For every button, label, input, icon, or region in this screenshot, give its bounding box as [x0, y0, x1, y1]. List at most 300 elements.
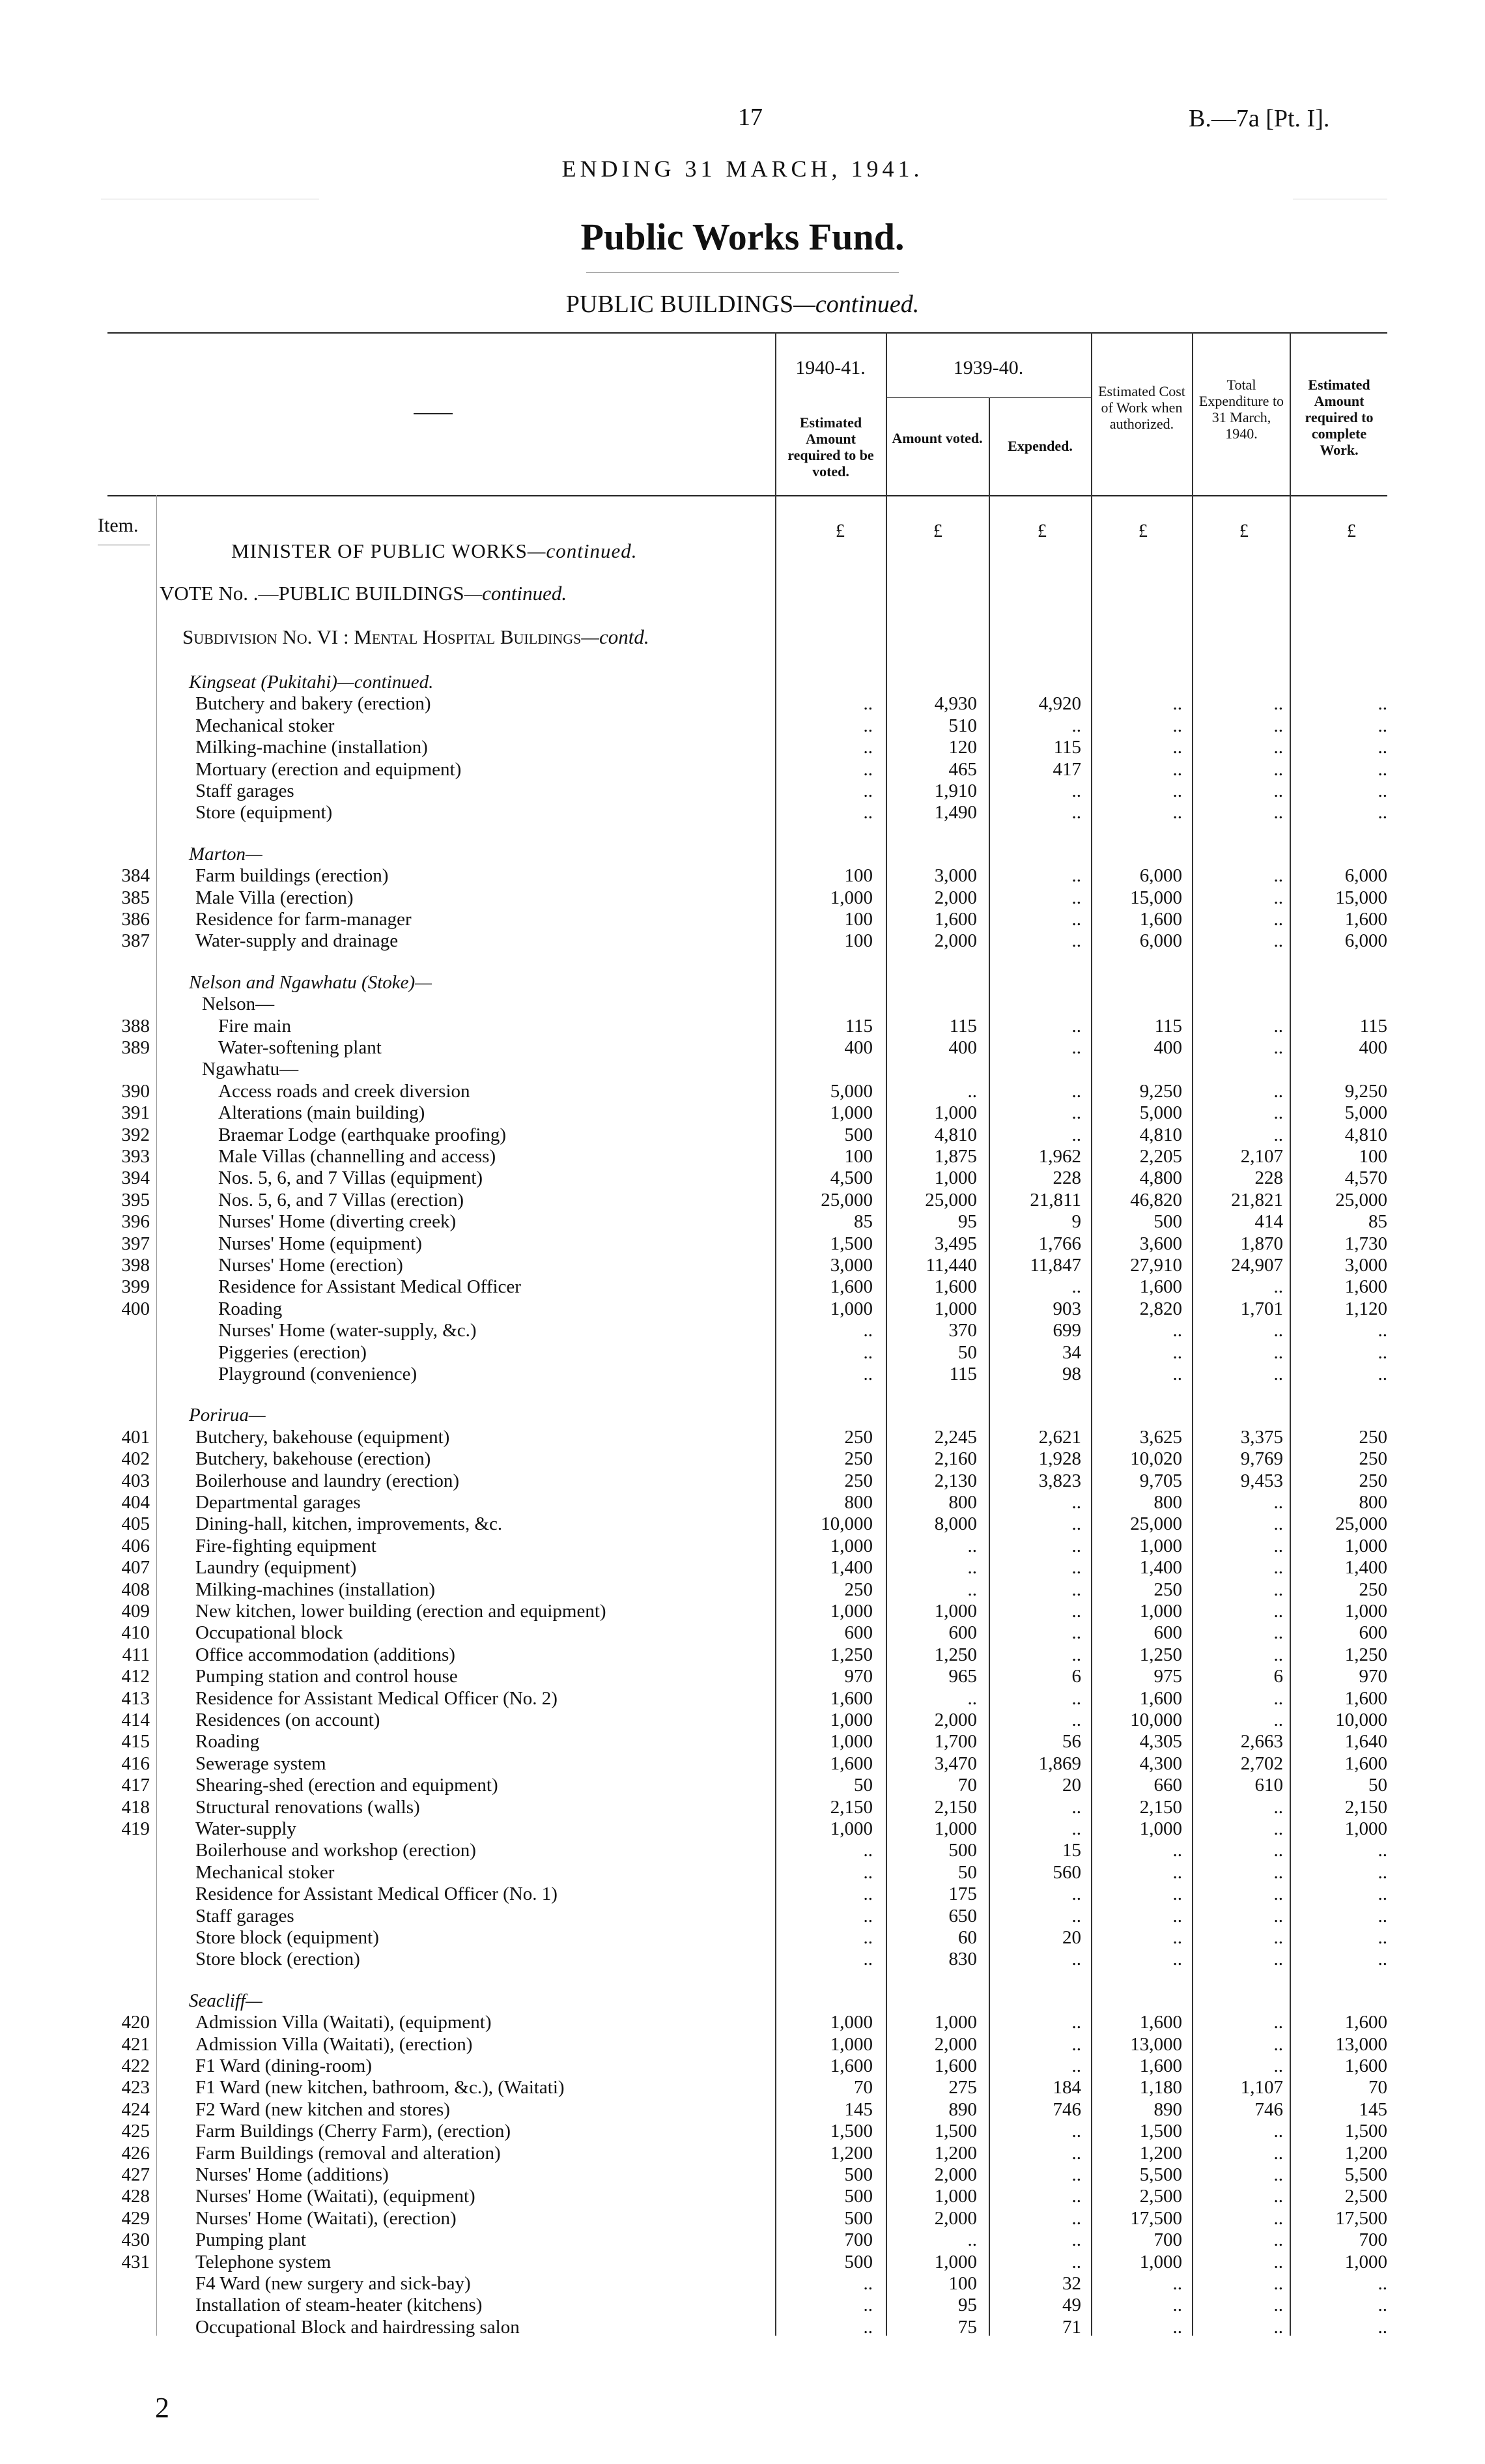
value-estimated-cost: 4,800: [1139, 1168, 1182, 1189]
value-total-expenditure: ..: [1273, 2207, 1283, 2229]
value-amount-voted: 4,810: [934, 1124, 977, 1145]
value-amount-voted: 1,700: [934, 1731, 977, 1753]
value-required-complete: 1,500: [1344, 2121, 1387, 2142]
item-description: New kitchen, lower building (erection and equipment): [195, 1601, 606, 1622]
item-number: 413: [121, 1687, 150, 1709]
value-expended: ..: [1071, 1080, 1081, 1102]
item-number: 430: [121, 2229, 150, 2251]
value-estimated-voted: 145: [844, 2099, 873, 2120]
value-required-complete: 9,250: [1344, 1080, 1387, 1102]
table-row: [0, 1233, 1485, 1255]
value-expended: ..: [1071, 1492, 1081, 1513]
value-required-complete: ..: [1378, 1320, 1387, 1341]
value-estimated-cost: 4,305: [1139, 1731, 1182, 1753]
value-estimated-voted: ..: [863, 802, 873, 824]
value-estimated-voted: 1,500: [830, 2121, 873, 2142]
group-heading-row: [0, 1058, 1485, 1080]
value-required-complete: 4,570: [1344, 1168, 1387, 1189]
table-row: [0, 2076, 1485, 2099]
item-number: 425: [121, 2121, 150, 2142]
value-required-complete: 1,640: [1344, 1731, 1387, 1753]
value-required-complete: 5,500: [1344, 2164, 1387, 2185]
table-row: [0, 2251, 1485, 2273]
column-header-estimated-cost: Estimated Cost of Work when authorized.: [1098, 383, 1185, 432]
item-number: 431: [121, 2251, 150, 2272]
value-required-complete: 1,600: [1344, 1276, 1387, 1298]
item-description: Office accommodation (additions): [195, 1644, 455, 1665]
subdivision-heading: Subdivision No. VI : Mental Hospital Buildings—contd.: [182, 625, 649, 648]
value-amount-voted: 3,000: [934, 865, 977, 887]
item-description: Farm Buildings (Cherry Farm), (erection): [195, 2121, 511, 2142]
value-estimated-voted: ..: [863, 1840, 873, 1861]
value-estimated-voted: 500: [844, 1124, 873, 1145]
value-estimated-voted: ..: [863, 693, 873, 715]
value-estimated-cost: 700: [1153, 2229, 1182, 2251]
value-required-complete: 6,000: [1344, 930, 1387, 952]
item-description: Nurses' Home (diverting creek): [218, 1211, 457, 1233]
value-total-expenditure: 3,375: [1240, 1426, 1283, 1448]
value-estimated-cost: ..: [1172, 758, 1182, 780]
item-column-label: Item.: [98, 515, 139, 536]
table-row: [0, 736, 1485, 758]
value-estimated-voted: ..: [863, 1927, 873, 1948]
item-description: Butchery, bakehouse (erection): [195, 1448, 431, 1470]
table-row: [0, 1861, 1485, 1884]
value-required-complete: 1,120: [1344, 1298, 1387, 1319]
value-amount-voted: 465: [948, 758, 977, 780]
value-estimated-voted: 1,400: [830, 1557, 873, 1579]
value-total-expenditure: ..: [1273, 715, 1283, 736]
value-required-complete: 85: [1368, 1211, 1387, 1233]
value-estimated-cost: 4,300: [1139, 1753, 1182, 1774]
value-required-complete: 17,500: [1335, 2207, 1387, 2229]
value-estimated-voted: 500: [844, 2207, 873, 2229]
value-estimated-cost: ..: [1172, 2316, 1182, 2338]
item-number: 401: [121, 1426, 150, 1448]
value-amount-voted: 95: [958, 2295, 977, 2316]
item-description: F1 Ward (new kitchen, bathroom, &c.), (Waitati): [195, 2077, 565, 2099]
value-estimated-cost: 4,810: [1139, 1124, 1182, 1145]
item-description: Mortuary (erection and equipment): [195, 758, 462, 780]
value-required-complete: ..: [1378, 1840, 1387, 1861]
table-row: [0, 780, 1485, 802]
value-estimated-voted: 3,000: [830, 1255, 873, 1276]
value-total-expenditure: ..: [1273, 930, 1283, 952]
item-number: 399: [121, 1276, 150, 1298]
value-estimated-cost: 660: [1153, 1775, 1182, 1796]
item-description: Residence for farm-manager: [195, 909, 412, 930]
value-total-expenditure: 9,769: [1240, 1448, 1283, 1470]
value-estimated-cost: 2,150: [1139, 1796, 1182, 1818]
value-amount-voted: 510: [948, 715, 977, 736]
value-expended: 746: [1053, 2099, 1081, 2120]
value-expended: 98: [1062, 1364, 1081, 1384]
item-description: Store block (erection): [195, 1949, 360, 1970]
table-row: [0, 2142, 1485, 2164]
value-estimated-cost: ..: [1172, 1927, 1182, 1948]
value-total-expenditure: ..: [1273, 1861, 1283, 1883]
table-row: [0, 1535, 1485, 1557]
value-expended: 417: [1053, 758, 1081, 780]
group-heading-row: [0, 993, 1485, 1015]
value-amount-voted: 965: [948, 1666, 977, 1687]
value-total-expenditure: ..: [1273, 781, 1283, 801]
table-row: [0, 2120, 1485, 2142]
value-estimated-voted: 115: [845, 1015, 873, 1037]
value-expended: 49: [1062, 2295, 1081, 2316]
value-estimated-voted: 250: [844, 1579, 873, 1600]
item-number: 388: [121, 1015, 150, 1037]
value-estimated-voted: 800: [844, 1492, 873, 1513]
value-expended: ..: [1071, 865, 1081, 887]
value-expended: ..: [1071, 2229, 1081, 2251]
value-expended: ..: [1071, 1622, 1081, 1644]
item-number: 412: [121, 1666, 150, 1687]
item-description: Boilerhouse and workshop (erection): [195, 1840, 476, 1861]
table-row: [0, 1037, 1485, 1059]
item-description: Pumping plant: [195, 2229, 306, 2251]
value-expended: ..: [1071, 1579, 1081, 1600]
value-estimated-cost: 9,705: [1139, 1470, 1182, 1491]
item-number: 385: [121, 887, 150, 908]
value-estimated-cost: 975: [1153, 1666, 1182, 1687]
value-required-complete: 970: [1359, 1666, 1387, 1687]
table-row: [0, 908, 1485, 930]
value-required-complete: 1,000: [1344, 1818, 1387, 1839]
value-estimated-voted: ..: [863, 2316, 873, 2338]
value-estimated-cost: 1,200: [1139, 2142, 1182, 2164]
value-total-expenditure: ..: [1273, 1341, 1283, 1363]
table-row: [0, 1883, 1485, 1905]
value-required-complete: 2,150: [1344, 1796, 1387, 1818]
item-description: Residence for Assistant Medical Officer (No. 1): [195, 1884, 558, 1905]
value-estimated-voted: ..: [863, 1905, 873, 1927]
value-total-expenditure: 2,663: [1240, 1731, 1283, 1753]
value-estimated-cost: 1,000: [1139, 1535, 1182, 1556]
value-estimated-cost: 1,250: [1139, 1644, 1182, 1665]
item-description: Telephone system: [195, 2251, 332, 2272]
value-estimated-cost: 1,600: [1139, 2056, 1182, 2076]
value-expended: ..: [1071, 1601, 1081, 1622]
value-required-complete: ..: [1378, 693, 1387, 715]
item-number: 426: [121, 2142, 150, 2164]
item-description: Playground (convenience): [218, 1364, 417, 1384]
value-amount-voted: 2,000: [934, 2207, 977, 2229]
value-estimated-cost: ..: [1172, 1905, 1182, 1927]
value-expended: ..: [1071, 715, 1081, 736]
table-row: [0, 2055, 1485, 2077]
value-total-expenditure: ..: [1273, 1124, 1283, 1145]
value-estimated-voted: 1,000: [830, 1102, 873, 1124]
value-total-expenditure: ..: [1273, 1037, 1283, 1058]
item-number: 389: [121, 1037, 150, 1058]
value-estimated-voted: 600: [844, 1622, 873, 1644]
value-amount-voted: 1,000: [934, 1818, 977, 1839]
table-row: [0, 1015, 1485, 1037]
table-row: [0, 1709, 1485, 1731]
value-estimated-cost: 1,000: [1139, 1818, 1182, 1839]
value-estimated-cost: 1,600: [1139, 1276, 1182, 1298]
value-total-expenditure: ..: [1273, 693, 1283, 715]
value-required-complete: ..: [1378, 1949, 1387, 1970]
value-expended: 6: [1071, 1666, 1081, 1687]
value-required-complete: 2,500: [1344, 2186, 1387, 2207]
value-required-complete: ..: [1378, 2273, 1387, 2294]
table-row: [0, 1211, 1485, 1233]
value-required-complete: 5,000: [1344, 1102, 1387, 1124]
item-description: Roading: [218, 1298, 283, 1319]
value-expended: 11,847: [1030, 1255, 1081, 1276]
value-estimated-cost: 10,020: [1130, 1448, 1182, 1470]
item-description: Roading: [195, 1731, 260, 1753]
value-required-complete: 10,000: [1335, 1710, 1387, 1730]
value-expended: ..: [1071, 1015, 1081, 1037]
value-required-complete: 4,810: [1344, 1124, 1387, 1145]
value-expended: 9: [1071, 1211, 1081, 1233]
value-expended: 2,621: [1038, 1426, 1081, 1448]
folio-number: 2: [155, 2392, 169, 2424]
table-row: [0, 1189, 1485, 1211]
value-expended: ..: [1071, 2186, 1081, 2207]
value-total-expenditure: ..: [1273, 909, 1283, 930]
group-heading-row: [0, 971, 1485, 994]
item-number: 409: [121, 1601, 150, 1622]
table-row: [0, 2316, 1485, 2338]
value-amount-voted: 890: [948, 2099, 977, 2120]
value-required-complete: 250: [1359, 1426, 1387, 1448]
value-amount-voted: 2,245: [934, 1426, 977, 1448]
item-number: 390: [121, 1080, 150, 1102]
item-number: 423: [121, 2077, 150, 2099]
item-number: 417: [121, 1775, 150, 1796]
value-expended: 1,962: [1038, 1146, 1081, 1167]
value-required-complete: ..: [1378, 1927, 1387, 1948]
value-expended: 903: [1053, 1298, 1081, 1319]
value-expended: ..: [1071, 2033, 1081, 2055]
table-row: [0, 758, 1485, 781]
value-amount-voted: 2,000: [934, 887, 977, 908]
table-row: [0, 1491, 1485, 1513]
value-expended: ..: [1071, 1687, 1081, 1709]
value-amount-voted: 2,000: [934, 930, 977, 952]
value-required-complete: 250: [1359, 1448, 1387, 1470]
value-total-expenditure: ..: [1273, 1080, 1283, 1102]
value-expended: ..: [1071, 2164, 1081, 2185]
currency-symbol: £: [836, 521, 845, 541]
table-header-bottom-rule: [107, 495, 1387, 496]
value-expended: ..: [1071, 1796, 1081, 1818]
item-description: Milking-machines (installation): [195, 1579, 436, 1600]
value-estimated-cost: 25,000: [1130, 1513, 1182, 1535]
group-heading: Kingseat (Pukitahi)—continued.: [189, 672, 434, 693]
value-amount-voted: 800: [948, 1492, 977, 1513]
value-total-expenditure: 24,907: [1231, 1255, 1283, 1276]
item-description: Nurses' Home (Waitati), (equipment): [195, 2186, 475, 2207]
item-number: 397: [121, 1233, 150, 1254]
value-total-expenditure: ..: [1273, 1840, 1283, 1861]
item-description: Water-supply and drainage: [195, 930, 399, 952]
value-estimated-voted: 1,000: [830, 887, 873, 908]
item-number: 393: [121, 1146, 150, 1167]
value-expended: ..: [1071, 781, 1081, 801]
item-number: 421: [121, 2033, 150, 2055]
value-required-complete: 1,600: [1344, 1687, 1387, 1709]
item-description: Residence for Assistant Medical Officer (No. 2): [195, 1687, 558, 1709]
value-amount-voted: 2,000: [934, 1710, 977, 1730]
value-estimated-cost: 17,500: [1130, 2207, 1182, 2229]
group-heading: Seacliff—: [189, 1990, 262, 2011]
value-estimated-cost: 2,820: [1139, 1298, 1182, 1319]
value-estimated-voted: 10,000: [821, 1513, 873, 1535]
value-estimated-voted: 1,000: [830, 1818, 873, 1839]
value-estimated-voted: 1,000: [830, 1535, 873, 1556]
table-row: [0, 1124, 1485, 1146]
value-expended: 56: [1062, 1731, 1081, 1753]
value-expended: ..: [1071, 802, 1081, 824]
group-heading: Ngawhatu—: [202, 1059, 299, 1080]
table-row: [0, 1513, 1485, 1535]
table-row: [0, 1426, 1485, 1448]
value-estimated-voted: 1,500: [830, 1233, 873, 1254]
value-required-complete: ..: [1378, 1364, 1387, 1384]
item-description: Occupational Block and hairdressing salon: [195, 2316, 520, 2338]
value-estimated-voted: 700: [844, 2229, 873, 2251]
value-estimated-voted: ..: [863, 1341, 873, 1363]
value-total-expenditure: ..: [1273, 2056, 1283, 2076]
item-description: Pumping station and control house: [195, 1666, 458, 1687]
currency-symbol: £: [1138, 521, 1148, 541]
group-heading-row: [0, 843, 1485, 865]
value-estimated-cost: 1,000: [1139, 1601, 1182, 1622]
item-number: 404: [121, 1492, 150, 1513]
item-description: Fire-fighting equipment: [195, 1535, 376, 1556]
item-description: Staff garages: [195, 1905, 294, 1927]
value-total-expenditure: ..: [1273, 2229, 1283, 2251]
group-heading-row: [0, 1404, 1485, 1426]
value-estimated-cost: 1,600: [1139, 2012, 1182, 2033]
value-required-complete: ..: [1378, 1341, 1387, 1363]
period-heading: ENDING 31 MARCH, 1941.: [561, 156, 924, 182]
value-amount-voted: 1,600: [934, 2056, 977, 2076]
value-amount-voted: 70: [958, 1775, 977, 1796]
value-amount-voted: 1,600: [934, 909, 977, 930]
value-estimated-voted: 250: [844, 1426, 873, 1448]
value-expended: 32: [1062, 2273, 1081, 2294]
table-row: [0, 1774, 1485, 1796]
item-description: Nurses' Home (erection): [218, 1255, 403, 1276]
value-estimated-voted: 1,250: [830, 1644, 873, 1665]
value-amount-voted: 1,000: [934, 2012, 977, 2033]
group-heading: Nelson and Ngawhatu (Stoke)—: [189, 971, 432, 993]
value-required-complete: ..: [1378, 737, 1387, 758]
value-required-complete: ..: [1378, 802, 1387, 824]
group-heading-row: [0, 671, 1485, 693]
value-required-complete: 250: [1359, 1470, 1387, 1491]
value-total-expenditure: ..: [1273, 865, 1283, 887]
value-amount-voted: 650: [948, 1905, 977, 1927]
item-description: Admission Villa (Waitati), (equipment): [195, 2012, 492, 2033]
item-number: 411: [122, 1644, 150, 1665]
item-description: F4 Ward (new surgery and sick-bay): [195, 2273, 471, 2294]
item-description: Butchery, bakehouse (equipment): [195, 1426, 450, 1448]
value-amount-voted: 2,000: [934, 2033, 977, 2055]
value-amount-voted: 600: [948, 1622, 977, 1644]
item-description: Residences (on account): [195, 1710, 380, 1730]
value-total-expenditure: ..: [1273, 2121, 1283, 2142]
value-estimated-voted: ..: [863, 781, 873, 801]
value-amount-voted: 115: [949, 1364, 977, 1384]
item-description: Admission Villa (Waitati), (erection): [195, 2033, 473, 2055]
year-1940-41: 1940-41.: [795, 357, 866, 379]
table-row: [0, 2229, 1485, 2251]
table-row: [0, 715, 1485, 737]
value-estimated-cost: 6,000: [1139, 865, 1182, 887]
section-subtitle: PUBLIC BUILDINGS—continued.: [565, 291, 920, 318]
item-number: 428: [121, 2186, 150, 2207]
item-description: Shearing-shed (erection and equipment): [195, 1775, 498, 1796]
value-total-expenditure: 228: [1254, 1168, 1283, 1189]
item-description: Access roads and creek diversion: [218, 1080, 470, 1102]
value-required-complete: 13,000: [1335, 2033, 1387, 2055]
value-estimated-voted: 2,150: [830, 1796, 873, 1818]
value-amount-voted: 3,495: [934, 1233, 977, 1254]
value-estimated-cost: 2,205: [1139, 1146, 1182, 1167]
item-description: Nurses' Home (equipment): [218, 1233, 422, 1254]
minister-heading: MINISTER OF PUBLIC WORKS—continued.: [231, 539, 638, 562]
value-expended: 20: [1062, 1927, 1081, 1948]
value-estimated-voted: ..: [863, 758, 873, 780]
item-description: Mechanical stoker: [195, 1861, 335, 1883]
group-heading: Marton—: [189, 843, 262, 865]
item-number: 410: [121, 1622, 150, 1644]
title-rule: [586, 272, 899, 273]
item-number: 394: [121, 1168, 150, 1189]
value-expended: ..: [1071, 1710, 1081, 1730]
value-required-complete: 1,600: [1344, 909, 1387, 930]
value-expended: ..: [1071, 1535, 1081, 1556]
value-total-expenditure: ..: [1273, 1796, 1283, 1818]
item-description: Nurses' Home (Waitati), (erection): [195, 2207, 457, 2229]
table-row: [0, 865, 1485, 887]
value-required-complete: 1,000: [1344, 2251, 1387, 2272]
table-row: [0, 1839, 1485, 1861]
value-total-expenditure: ..: [1273, 1535, 1283, 1556]
vote-heading: VOTE No. .—PUBLIC BUILDINGS—continued.: [160, 582, 567, 605]
value-expended: 699: [1053, 1320, 1081, 1341]
value-required-complete: 25,000: [1335, 1189, 1387, 1211]
item-description: Staff garages: [195, 781, 294, 801]
table-row: [0, 1276, 1485, 1298]
value-amount-voted: 95: [958, 1211, 977, 1233]
value-total-expenditure: 2,702: [1240, 1753, 1283, 1774]
value-estimated-voted: ..: [863, 715, 873, 736]
value-required-complete: 1,000: [1344, 1601, 1387, 1622]
item-description: F2 Ward (new kitchen and stores): [195, 2099, 450, 2120]
value-estimated-cost: 1,180: [1139, 2077, 1182, 2099]
value-required-complete: 100: [1359, 1146, 1387, 1167]
value-estimated-cost: 400: [1153, 1037, 1182, 1058]
value-total-expenditure: ..: [1273, 1949, 1283, 1970]
value-required-complete: ..: [1378, 2295, 1387, 2316]
value-expended: ..: [1071, 2056, 1081, 2076]
value-estimated-cost: 3,625: [1139, 1426, 1182, 1448]
value-estimated-voted: ..: [863, 737, 873, 758]
item-description: Nurses' Home (additions): [195, 2164, 389, 2185]
value-required-complete: ..: [1378, 1861, 1387, 1883]
value-total-expenditure: ..: [1273, 1513, 1283, 1535]
value-amount-voted: ..: [967, 1687, 977, 1709]
value-total-expenditure: 9,453: [1240, 1470, 1283, 1491]
